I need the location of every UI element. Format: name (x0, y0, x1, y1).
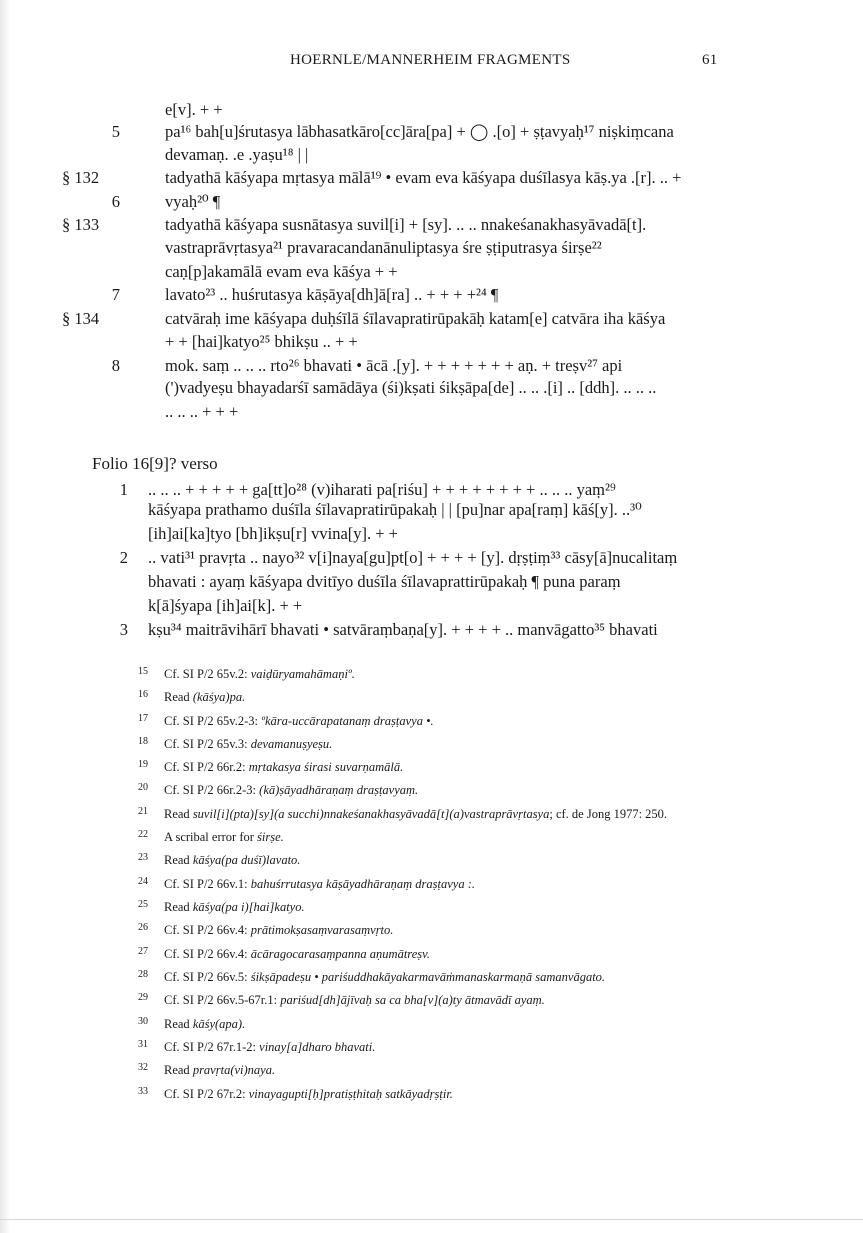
footnote-reading: pravṛta(vi)naya. (192, 1063, 276, 1077)
folio-heading: Folio 16[9]? verso (92, 454, 218, 473)
text-line: (')vadyeṣu bhayadarśī samādāya (śi)kṣati śikṣāpa[de] .. .. .[i] .. [ddh]. .. .. .. (165, 378, 657, 397)
footnote-ref: Cf. SI P/2 65v.3: (164, 737, 251, 751)
footnote-ref: Read (164, 1017, 193, 1031)
footnote-number: 24 (138, 876, 148, 887)
footnote-number: 25 (138, 899, 148, 910)
footnote-ref: Cf. SI P/2 66v.5: (164, 970, 251, 984)
page-rule (0, 1219, 863, 1220)
footnote-reading: kāśya(pa duśī)lavato. (192, 853, 301, 867)
footnote (138, 829, 284, 845)
footnote (138, 689, 245, 705)
footnote-number: 21 (138, 806, 148, 817)
footnote-ref: Read (164, 690, 193, 704)
line-number: 5 (111, 122, 120, 141)
footnote-reading: mṛtakasya śirasi suvarṇamālā. (248, 760, 404, 774)
text-line: vyaḥ²⁰ ¶ (165, 192, 221, 211)
footnote-citation: ; cf. de Jong 1977: 250. (549, 807, 668, 821)
footnote-ref: Cf. SI P/2 66v.5-67r.1: (164, 993, 281, 1007)
section-marker: § 133 (62, 215, 100, 234)
footnote-reading: kāśya(pa i)[hai]katyo. (192, 900, 305, 914)
footnote (138, 1086, 453, 1102)
footnote-number: 22 (138, 829, 148, 840)
line-number: 7 (111, 285, 120, 304)
footnote-reading: ºkāra-uccārapatanaṃ draṣṭavya •. (261, 714, 434, 728)
footnote-number: 15 (138, 666, 148, 677)
footnote-ref: Cf. SI P/2 67r.1-2: (164, 1040, 260, 1054)
footnote-number: 16 (138, 689, 148, 700)
footnote-number: 23 (138, 852, 148, 863)
text-line: [ih]ai[ka]tyo [bh]ikṣu[r] vvina[y]. + + (148, 524, 398, 543)
text-line: .. .. .. + + + + + ga[tt]o²⁸ (v)iharati pa[riśu] + + + + + + + + .. .. .. yaṃ²⁹ (148, 480, 616, 499)
footnote-ref: A scribal error for (164, 830, 258, 844)
footnote-number: 19 (138, 759, 148, 770)
text-line: + + [hai]katyo²⁵ bhikṣu .. + + (165, 332, 358, 351)
text-line: tadyathā kāśyapa mṛtasya mālā¹⁹ • evam eva kāśyapa duśīlasya kāṣ.ya .[r]. .. + (165, 168, 682, 187)
footnote-number: 28 (138, 969, 148, 980)
footnote-reading: pariśud[dh]ājīvaḥ sa ca bha[v](a)ty ātmavādī ayaṃ. (280, 993, 545, 1007)
footnote-reading: devamanuṣyeṣu. (250, 737, 333, 751)
footnote-reading: śirṣe. (257, 830, 284, 844)
footnote-reading: (kā)ṣāyadhāraṇaṃ draṣṭavyaṃ. (259, 783, 419, 797)
text-line: kṣu³⁴ maitrāvihārī bhavati • satvāraṃbaṇa[y]. + + + + .. manvāgatto³⁵ bhavati (148, 620, 658, 639)
footnote (138, 736, 332, 752)
text-line: mok. saṃ .. .. .. rto²⁶ bhavati • ācā .[y]. + + + + + + + aṇ. + treṣv²⁷ api (165, 356, 623, 375)
footnote (138, 1039, 375, 1055)
footnote-reading: vinay[a]dharo bhavati. (259, 1040, 376, 1054)
footnote-ref: Read (164, 807, 193, 821)
running-title: HOERNLE/MANNERHEIM FRAGMENTS (290, 52, 571, 68)
footnote (138, 666, 355, 682)
text-line: e[v]. + + (165, 100, 223, 119)
footnote-ref: Read (164, 900, 193, 914)
footnote-reading: kāśy(apa). (192, 1017, 246, 1031)
footnote-ref: Cf. SI P/2 66v.4: (164, 923, 251, 937)
section-marker: § 134 (62, 309, 100, 328)
footnote-number: 30 (138, 1016, 148, 1027)
footnote (138, 713, 434, 729)
text-line: devamaṇ. .e .yaṣu¹⁸ | | (165, 145, 309, 164)
footnote (138, 922, 393, 938)
text-line: caṇ[p]akamālā evam eva kāśya + + (165, 262, 398, 281)
footnote-reading: śikṣāpadeṣu • pariśuddhakāyakarmavāṁmanaskarmaṇā samanvāgato. (250, 970, 606, 984)
footnote (138, 946, 430, 962)
text-line: .. vati³¹ pravṛta .. nayo³² v[i]naya[gu]pt[o] + + + + [y]. dṛṣṭiṃ³³ cāsy[ā]nucalitaṃ (148, 548, 678, 567)
footnote-number: 29 (138, 992, 148, 1003)
footnote-reading: vinayagupti[ḥ]pratiṣṭhitaḥ satkāyadṛṣṭir. (248, 1087, 453, 1101)
footnote-number: 31 (138, 1039, 148, 1050)
text-line: pa¹⁶ bah[u]śrutasya lābhasatkāro[cc]āra[pa] + ◯ .[o] + ṣṭavyaḥ¹⁷ niṣkiṃcana (165, 122, 674, 141)
footnote-reading: prātimokṣasaṃvarasaṃvṛto. (250, 923, 394, 937)
footnote-ref: Cf. SI P/2 65v.2-3: (164, 714, 262, 728)
text-line: lavato²³ .. huśrutasya kāṣāya[dh]ā[ra] .. + + + +²⁴ ¶ (165, 285, 499, 304)
footnote-reading: suvil[i](pta)[sy](a succhi)nnakeśanakhasyāvadā[t](a)vastraprāvṛtasya (192, 807, 550, 821)
text-line: .. .. .. + + + (165, 402, 239, 421)
footnote-ref: Cf. SI P/2 66v.1: (164, 877, 251, 891)
text-line: vastraprāvṛtasya²¹ pravaracandanānuliptasya śre ṣṭiputrasya śirṣe²² (165, 238, 602, 257)
footnote (138, 1062, 275, 1078)
footnote (138, 782, 418, 798)
line-number: 1 (119, 480, 128, 499)
footnote-reading: (kāśya)pa. (192, 690, 246, 704)
page-number: 61 (702, 52, 718, 68)
footnote-number: 27 (138, 946, 148, 957)
line-number: 6 (111, 192, 120, 211)
text-line: k[ā]śyapa [ih]ai[k]. + + (148, 596, 303, 615)
footnote (138, 992, 545, 1008)
footnote (138, 876, 475, 892)
text-line: bhavati : ayaṃ kāśyapa dvitīyo duśīla śīlavaprattirūpakaḥ ¶ puna paraṃ (148, 572, 621, 591)
footnote (138, 1016, 245, 1032)
footnote-ref: Cf. SI P/2 65v.2: (164, 667, 251, 681)
footnote (138, 759, 403, 775)
footnote (138, 969, 605, 985)
footnote-ref: Cf. SI P/2 67r.2: (164, 1087, 249, 1101)
text-line: catvāraḥ ime kāśyapa duḥśīlā śīlavapratirūpakāḥ katam[e] catvāra iha kāśya (165, 309, 666, 328)
scan-edge (0, 0, 10, 1233)
footnote (138, 806, 667, 822)
text-line: tadyathā kāśyapa susnātasya suvil[i] + [sy]. .. .. nnakeśanakhasyāvadā[t]. (165, 215, 647, 234)
footnote-ref: Read (164, 853, 193, 867)
text-line: kāśyapa prathamo duśīla śīlavapratirūpakaḥ | | [pu]nar apa[raṃ] kāś[y]. ..³⁰ (148, 500, 642, 519)
footnote-ref: Cf. SI P/2 66r.2-3: (164, 783, 260, 797)
footnote-reading: bahuśrrutasya kāṣāyadhāraṇaṃ draṣṭavya :. (250, 877, 475, 891)
footnote-number: 20 (138, 782, 148, 793)
section-marker: § 132 (62, 168, 100, 187)
footnote-number: 18 (138, 736, 148, 747)
footnote-ref: Cf. SI P/2 66v.4: (164, 947, 251, 961)
line-number: 2 (119, 548, 128, 567)
footnote-number: 17 (138, 713, 148, 724)
footnote-reading: ācāragocarasaṃpanna aṇumātreṣv. (250, 947, 430, 961)
line-number: 3 (119, 620, 128, 639)
footnote-reading: vaiḍūryamahāmaṇiº. (250, 667, 355, 681)
footnote (138, 852, 300, 868)
line-number: 8 (111, 356, 120, 375)
footnote (138, 899, 305, 915)
footnote-ref: Cf. SI P/2 66r.2: (164, 760, 249, 774)
footnote-number: 26 (138, 922, 148, 933)
footnote-number: 32 (138, 1062, 148, 1073)
footnote-number: 33 (138, 1086, 148, 1097)
footnote-ref: Read (164, 1063, 193, 1077)
